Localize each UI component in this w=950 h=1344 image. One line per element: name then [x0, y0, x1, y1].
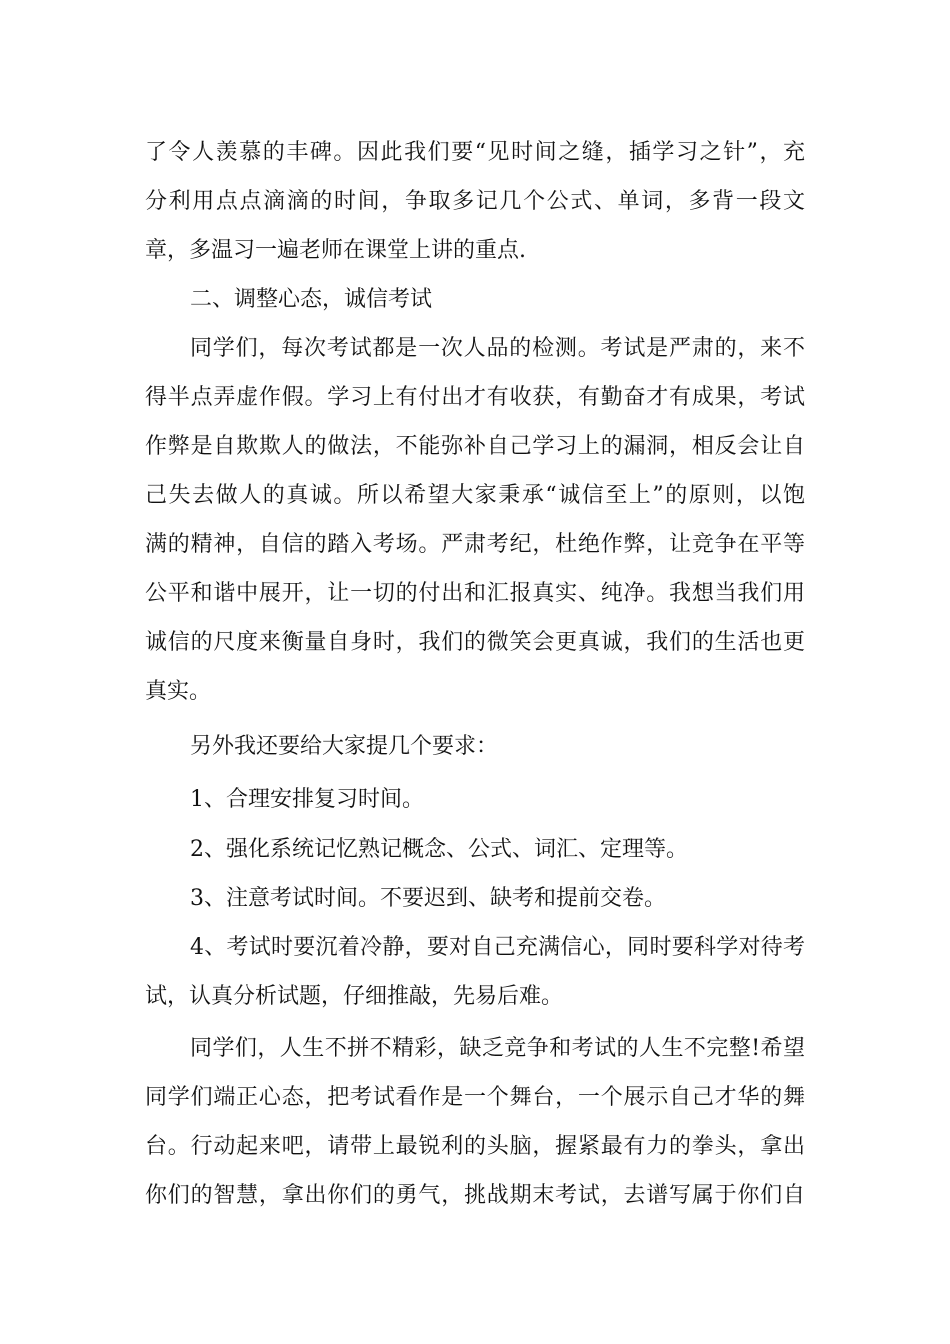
section-heading: 二、调整心态，诚信考试 — [190, 287, 433, 312]
paragraph-line: 得半点弄虚作假。学习上有付出才有收获，有勤奋才有成果，考试 — [145, 385, 805, 410]
paragraph-line: 同学们端正心态，把考试看作是一个舞台，一个展示自己才华的舞 — [145, 1085, 805, 1110]
paragraph-line: 公平和谐中展开，让一切的付出和汇报真实、纯净。我想当我们用 — [145, 581, 805, 606]
list-item-continuation: 试，认真分析试题，仔细推敲，先易后难。 — [145, 984, 564, 1009]
paragraph-line: 同学们，人生不拼不精彩，缺乏竞争和考试的人生不完整!希望 — [190, 1036, 805, 1061]
paragraph-line: 作弊是自欺欺人的做法，不能弥补自己学习上的漏洞，相反会让自 — [145, 434, 805, 459]
paragraph-line: 章，多温习一遍老师在课堂上讲的重点. — [145, 238, 526, 263]
paragraph-line: 真实。 — [145, 679, 212, 704]
list-item: 2、强化系统记忆熟记概念、公式、词汇、定理等。 — [190, 837, 688, 862]
paragraph-line: 台。行动起来吧，请带上最锐利的头脑，握紧最有力的拳头，拿出 — [145, 1134, 805, 1159]
paragraph-line: 你们的智慧，拿出你们的勇气，挑战期末考试，去谱写属于你们自 — [145, 1183, 805, 1208]
paragraph-line: 分利用点点滴滴的时间，争取多记几个公式、单词，多背一段文 — [145, 189, 805, 214]
paragraph-line: 同学们，每次考试都是一次人品的检测。考试是严肃的，来不 — [190, 336, 805, 361]
paragraph-line: 另外我还要给大家提几个要求： — [190, 734, 499, 759]
paragraph-line: 了令人羡慕的丰碑。因此我们要“见时间之缝，插学习之针”，充 — [145, 140, 805, 165]
list-item: 4、考试时要沉着冷静，要对自己充满信心，同时要科学对待考 — [190, 935, 805, 960]
paragraph-line: 满的精神，自信的踏入考场。严肃考纪，杜绝作弊，让竞争在平等 — [145, 532, 805, 557]
list-item: 3、注意考试时间。不要迟到、缺考和提前交卷。 — [190, 886, 666, 911]
paragraph-line: 己失去做人的真诚。所以希望大家秉承“诚信至上”的原则，以饱 — [145, 483, 805, 508]
list-item: 1、合理安排复习时间。 — [190, 787, 424, 812]
paragraph-line: 诚信的尺度来衡量自身时，我们的微笑会更真诚，我们的生活也更 — [145, 630, 805, 655]
